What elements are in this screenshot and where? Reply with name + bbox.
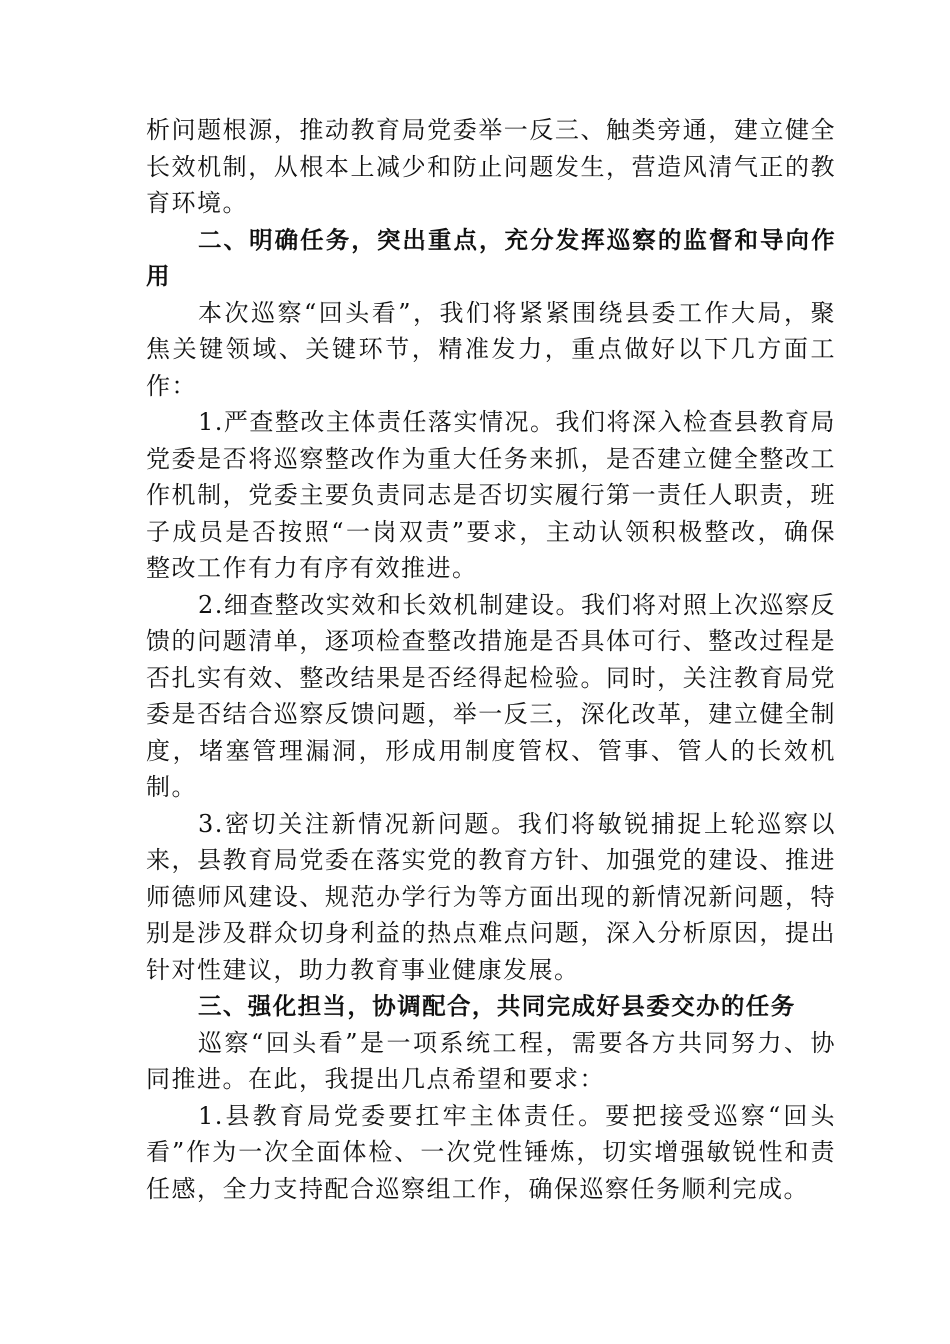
paragraph-item-2-3: 3.密切关注新情况新问题。我们将敏锐捕捉上轮巡察以来，县教育局党委在落实党的教育方针、加强党的建设、推进师德师风建设、规范办学行为等方面出现的新情况新问题，特别是涉及群众切身利益的热点难点问题，深入分析原因，提出针对性建议，助力教育事业健康发展。	[146, 809, 836, 984]
paragraph-item-2-1: 1.严查整改主体责任落实情况。我们将深入检查县教育局党委是否将巡察整改作为重大任务来抓，是否建立健全整改工作机制，党委主要负责同志是否切实履行第一责任人职责，班子成员是否按照“一岗双责”要求，主动认领积极整改，确保整改工作有力有序有效推进。	[146, 408, 836, 582]
section-heading-3: 三、强化担当，协调配合，共同完成好县委交办的任务	[198, 992, 796, 1020]
paragraph-intro-2: 本次巡察“回头看”，我们将紧紧围绕县委工作大局，聚焦关键领域、关键环节，精准发力，重点做好以下几方面工作：	[146, 298, 836, 400]
paragraph-item-3-1: 1.县教育局党委要扛牢主体责任。要把接受巡察“回头看”作为一次全面体检、一次党性锤炼，切实增强敏锐性和责任感，全力支持配合巡察组工作，确保巡察任务顺利完成。	[146, 1101, 836, 1203]
paragraph-continuation: 析问题根源，推动教育局党委举一反三、触类旁通，建立健全长效机制，从根本上减少和防止问题发生，营造风清气正的教育环境。	[146, 116, 836, 217]
section-heading-2: 二、明确任务，突出重点，充分发挥巡察的监督和导向作用	[146, 225, 836, 290]
document-page	[146, 112, 836, 1207]
paragraph-intro-3: 巡察“回头看”是一项系统工程，需要各方共同努力、协同推进。在此，我提出几点希望和要求：	[146, 1028, 836, 1093]
paragraph-item-2-2: 2.细查整改实效和长效机制建设。我们将对照上次巡察反馈的问题清单，逐项检查整改措施是否具体可行、整改过程是否扎实有效、整改结果是否经得起检验。同时，关注教育局党委是否结合巡察反馈问题，举一反三，深化改革，建立健全制度，堵塞管理漏洞，形成用制度管权、管事、管人的长效机制。	[146, 590, 836, 801]
